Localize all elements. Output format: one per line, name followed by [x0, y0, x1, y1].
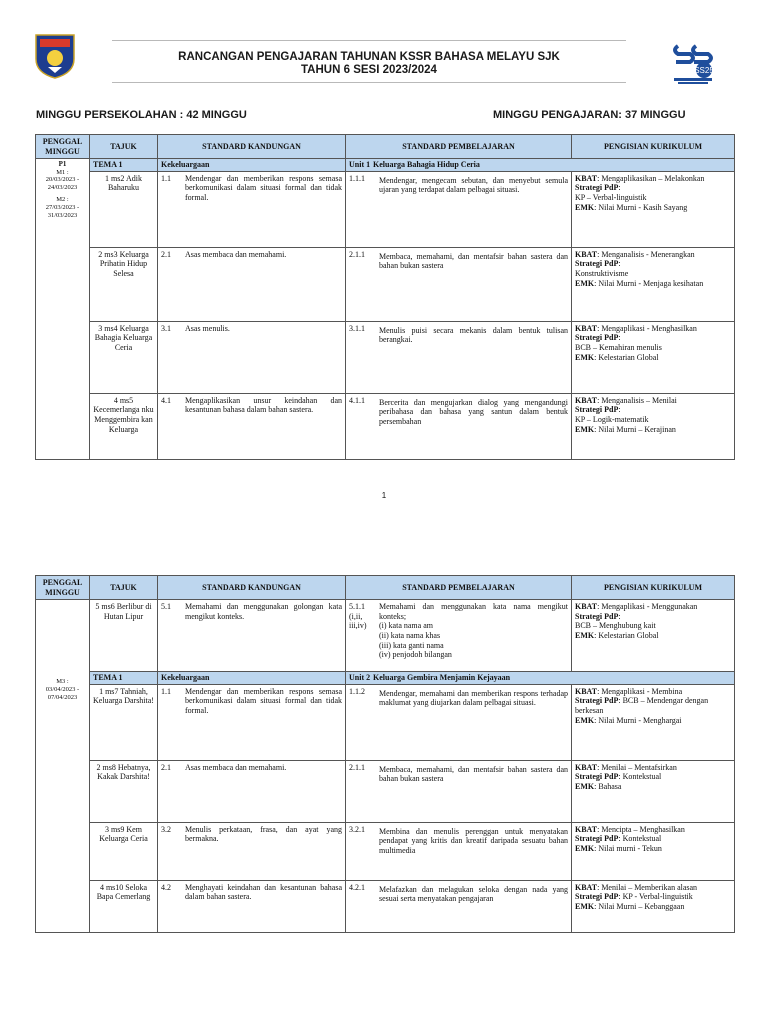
table-row: [36, 171, 735, 247]
header-top-rule: [112, 40, 626, 41]
table-row: [36, 247, 735, 321]
col-header-penggal: PENGGAL MINGGU: [36, 576, 90, 600]
tajuk-cell: 2 ms8 Hebatnya, Kakak Darshita!: [90, 760, 158, 822]
tajuk-cell: 4 ms10 Seloka Bapa Cemerlang: [90, 880, 158, 932]
unit-label: Unit 2 Keluarga Gembira Menjamin Kejayaan: [346, 672, 735, 685]
theme-row: [36, 672, 735, 685]
sp-cell: 1.1.1 Mendengar, mengecam sebutan, dan menyebut semula ujaran yang terdapat dalam pelbagai situasi.: [346, 171, 572, 247]
sp-cell: 2.1.1 Membaca, memahami, dan mentafsir bahan sastera dan bahan bukan sastera: [346, 247, 572, 321]
pk-cell: KBAT: Menganalisis - Menerangkan Strategi PdP: Konstruktivisme EMK: Nilai Murni - Menjaga kesihatan: [572, 247, 735, 321]
pk-cell: KBAT: Menilai – Memberikan alasan Strategi PdP: KP - Verbal-linguistik EMK: Nilai Murni – Kebanggaan: [572, 880, 735, 932]
col-header-sp: STANDARD PEMBELAJARAN: [346, 576, 572, 600]
pk-cell: KBAT: Mengaplikasi - Menggunakan Strategi PdP: BCB – Menghubung kait EMK: Kelestarian Global: [572, 600, 735, 672]
table-row: [36, 822, 735, 880]
sp-cell: 5.1.1 (i,ii, iii,iv) Memahami dan menggunakan kata nama mengikut konteks; (i) kata nama am (ii) kata nama khas (iii) kata ganti nama (iv) penjodoh bilangan: [346, 600, 572, 672]
weeks-teaching-label: MINGGU PENGAJARAN: 37 MINGGU: [493, 109, 686, 121]
col-header-sk: STANDARD KANDUNGAN: [158, 576, 346, 600]
sp-cell: 3.2.1 Membina dan menulis perenggan untuk menyatakan pendapat yang kritis dan kreatif daripada sesuatu bahan multimedia: [346, 822, 572, 880]
col-header-tajuk: TAJUK: [90, 576, 158, 600]
theme-row: [36, 159, 735, 172]
tajuk-cell: 3 ms9 Kem Keluarga Ceria: [90, 822, 158, 880]
table-row: [36, 321, 735, 393]
col-header-tajuk: TAJUK: [90, 135, 158, 159]
pk-cell: KBAT: Menilai – Mentafsirkan Strategi PdP: Kontekstual EMK: Bahasa: [572, 760, 735, 822]
col-header-sk: STANDARD KANDUNGAN: [158, 135, 346, 159]
sp-cell: 4.1.1 Bercerita dan mengujarkan dialog yang mengandungi peribahasa dan bahasa yang santun dalam bentuk persembahan: [346, 393, 572, 459]
document-subtitle: TAHUN 6 SESI 2023/2024: [301, 64, 437, 76]
table-row: [36, 880, 735, 932]
ss25-logo-icon: [670, 40, 716, 86]
sk-cell: 5.1 Memahami dan menggunakan golongan kata mengikut konteks.: [158, 600, 346, 672]
col-header-penggal: PENGGAL MINGGU: [36, 135, 90, 159]
logo-text: SS25: [694, 66, 714, 75]
sk-cell: 3.2 Menulis perkataan, frasa, dan ayat yang bermakna.: [158, 822, 346, 880]
sk-cell: 4.2 Menghayati keindahan dan kesantunan bahasa dalam bahan sastera.: [158, 880, 346, 932]
pk-cell: KBAT: Mengaplikasi - Membina Strategi PdP: BCB – Mendengar dengan berkesan EMK: Nilai Murni - Menghargai: [572, 684, 735, 760]
sp-cell: 2.1.1 Membaca, memahami, dan mentafsir bahan sastera dan bahan bukan sastera: [346, 760, 572, 822]
sk-cell: 2.1 Asas membaca dan memahami.: [158, 247, 346, 321]
sp-cell: 1.1.2 Mendengar, memahami dan memberikan respons terhadap maklumat yang diujarkan dalam pelbagai situasi.: [346, 684, 572, 760]
penggal-cell: M3 : 03/04/2023 - 07/04/2023: [36, 600, 90, 933]
col-header-sp: STANDARD PEMBELAJARAN: [346, 135, 572, 159]
penggal-cell: P1 M1 : 20/03/2023 - 24/03/2023 M2 : 27/03/2023 - 31/03/2023: [36, 159, 90, 460]
sk-cell: 1.1 Mendengar dan memberikan respons semasa berkomunikasi dalam situasi formal dan tidak formal.: [158, 171, 346, 247]
document-title: RANCANGAN PENGAJARAN TAHUNAN KSSR BAHASA MELAYU SJK: [178, 51, 560, 63]
table-row: [36, 684, 735, 760]
tajuk-cell: 3 ms4 Keluarga Bahagia Keluarga Ceria: [90, 321, 158, 393]
tajuk-cell: 4 ms5 Kecemerlanga nku Menggembira kan Keluarga: [90, 393, 158, 459]
theme-name: Kekeluargaan: [158, 159, 346, 172]
tajuk-cell: 1 ms2 Adik Baharuku: [90, 171, 158, 247]
tajuk-cell: 1 ms7 Tahniah, Keluarga Darshita!: [90, 684, 158, 760]
school-crest-icon: [34, 33, 76, 79]
pk-cell: KBAT: Mengaplikasikan – Melakonkan Strategi PdP: KP – Verbal-linguistik EMK: Nilai Murni - Kasih Sayang: [572, 171, 735, 247]
tajuk-cell: 5 ms6 Berlibur di Hutan Lipur: [90, 600, 158, 672]
sk-cell: 3.1 Asas menulis.: [158, 321, 346, 393]
pk-cell: KBAT: Mencipta – Menghasilkan Strategi PdP: Kontekstual EMK: Nilai murni - Tekun: [572, 822, 735, 880]
rpt-table-page1: [35, 134, 735, 460]
table-row: [36, 600, 735, 672]
list-item: (iv) penjodoh bilangan: [379, 650, 452, 660]
sk-cell: 1.1 Mendengar dan memberikan respons semasa berkomunikasi dalam situasi formal dan tidak formal.: [158, 684, 346, 760]
list-item: (iii) kata ganti nama: [379, 640, 444, 650]
sk-cell: 2.1 Asas membaca dan memahami.: [158, 760, 346, 822]
header-bottom-rule: [112, 82, 626, 83]
theme-label: TEMA 1: [90, 159, 158, 172]
table-row: [36, 393, 735, 459]
theme-name: Kekeluargaan: [158, 672, 346, 685]
rpt-table-page2: [35, 575, 735, 933]
weeks-school-label: MINGGU PERSEKOLAHAN : 42 MINGGU: [36, 109, 247, 121]
col-header-pk: PENGISIAN KURIKULUM: [572, 135, 735, 159]
unit-label: Unit 1 Keluarga Bahagia Hidup Ceria: [346, 159, 735, 172]
sp-cell: 4.2.1 Melafazkan dan melagukan seloka dengan nada yang sesuai serta menyatakan pengajaran: [346, 880, 572, 932]
list-item: (ii) kata nama khas: [379, 630, 441, 640]
pk-cell: KBAT: Mengaplikasi - Menghasilkan Strategi PdP: BCB – Kemahiran menulis EMK: Kelestarian Global: [572, 321, 735, 393]
table-row: [36, 760, 735, 822]
col-header-pk: PENGISIAN KURIKULUM: [572, 576, 735, 600]
page-number: 1: [381, 491, 387, 500]
pk-cell: KBAT: Menganalisis – Menilai Strategi PdP: KP – Logik-matematik EMK: Nilai Murni – Kerajinan: [572, 393, 735, 459]
sp-cell: 3.1.1 Menulis puisi secara mekanis dalam bentuk tulisan berangkai.: [346, 321, 572, 393]
theme-label: TEMA 1: [90, 672, 158, 685]
tajuk-cell: 2 ms3 Keluarga Prihatin Hidup Selesa: [90, 247, 158, 321]
list-item: (i) kata nama am: [379, 621, 433, 631]
sk-cell: 4.1 Mengaplikasikan unsur keindahan dan kesantunan bahasa dalam bahan sastera.: [158, 393, 346, 459]
